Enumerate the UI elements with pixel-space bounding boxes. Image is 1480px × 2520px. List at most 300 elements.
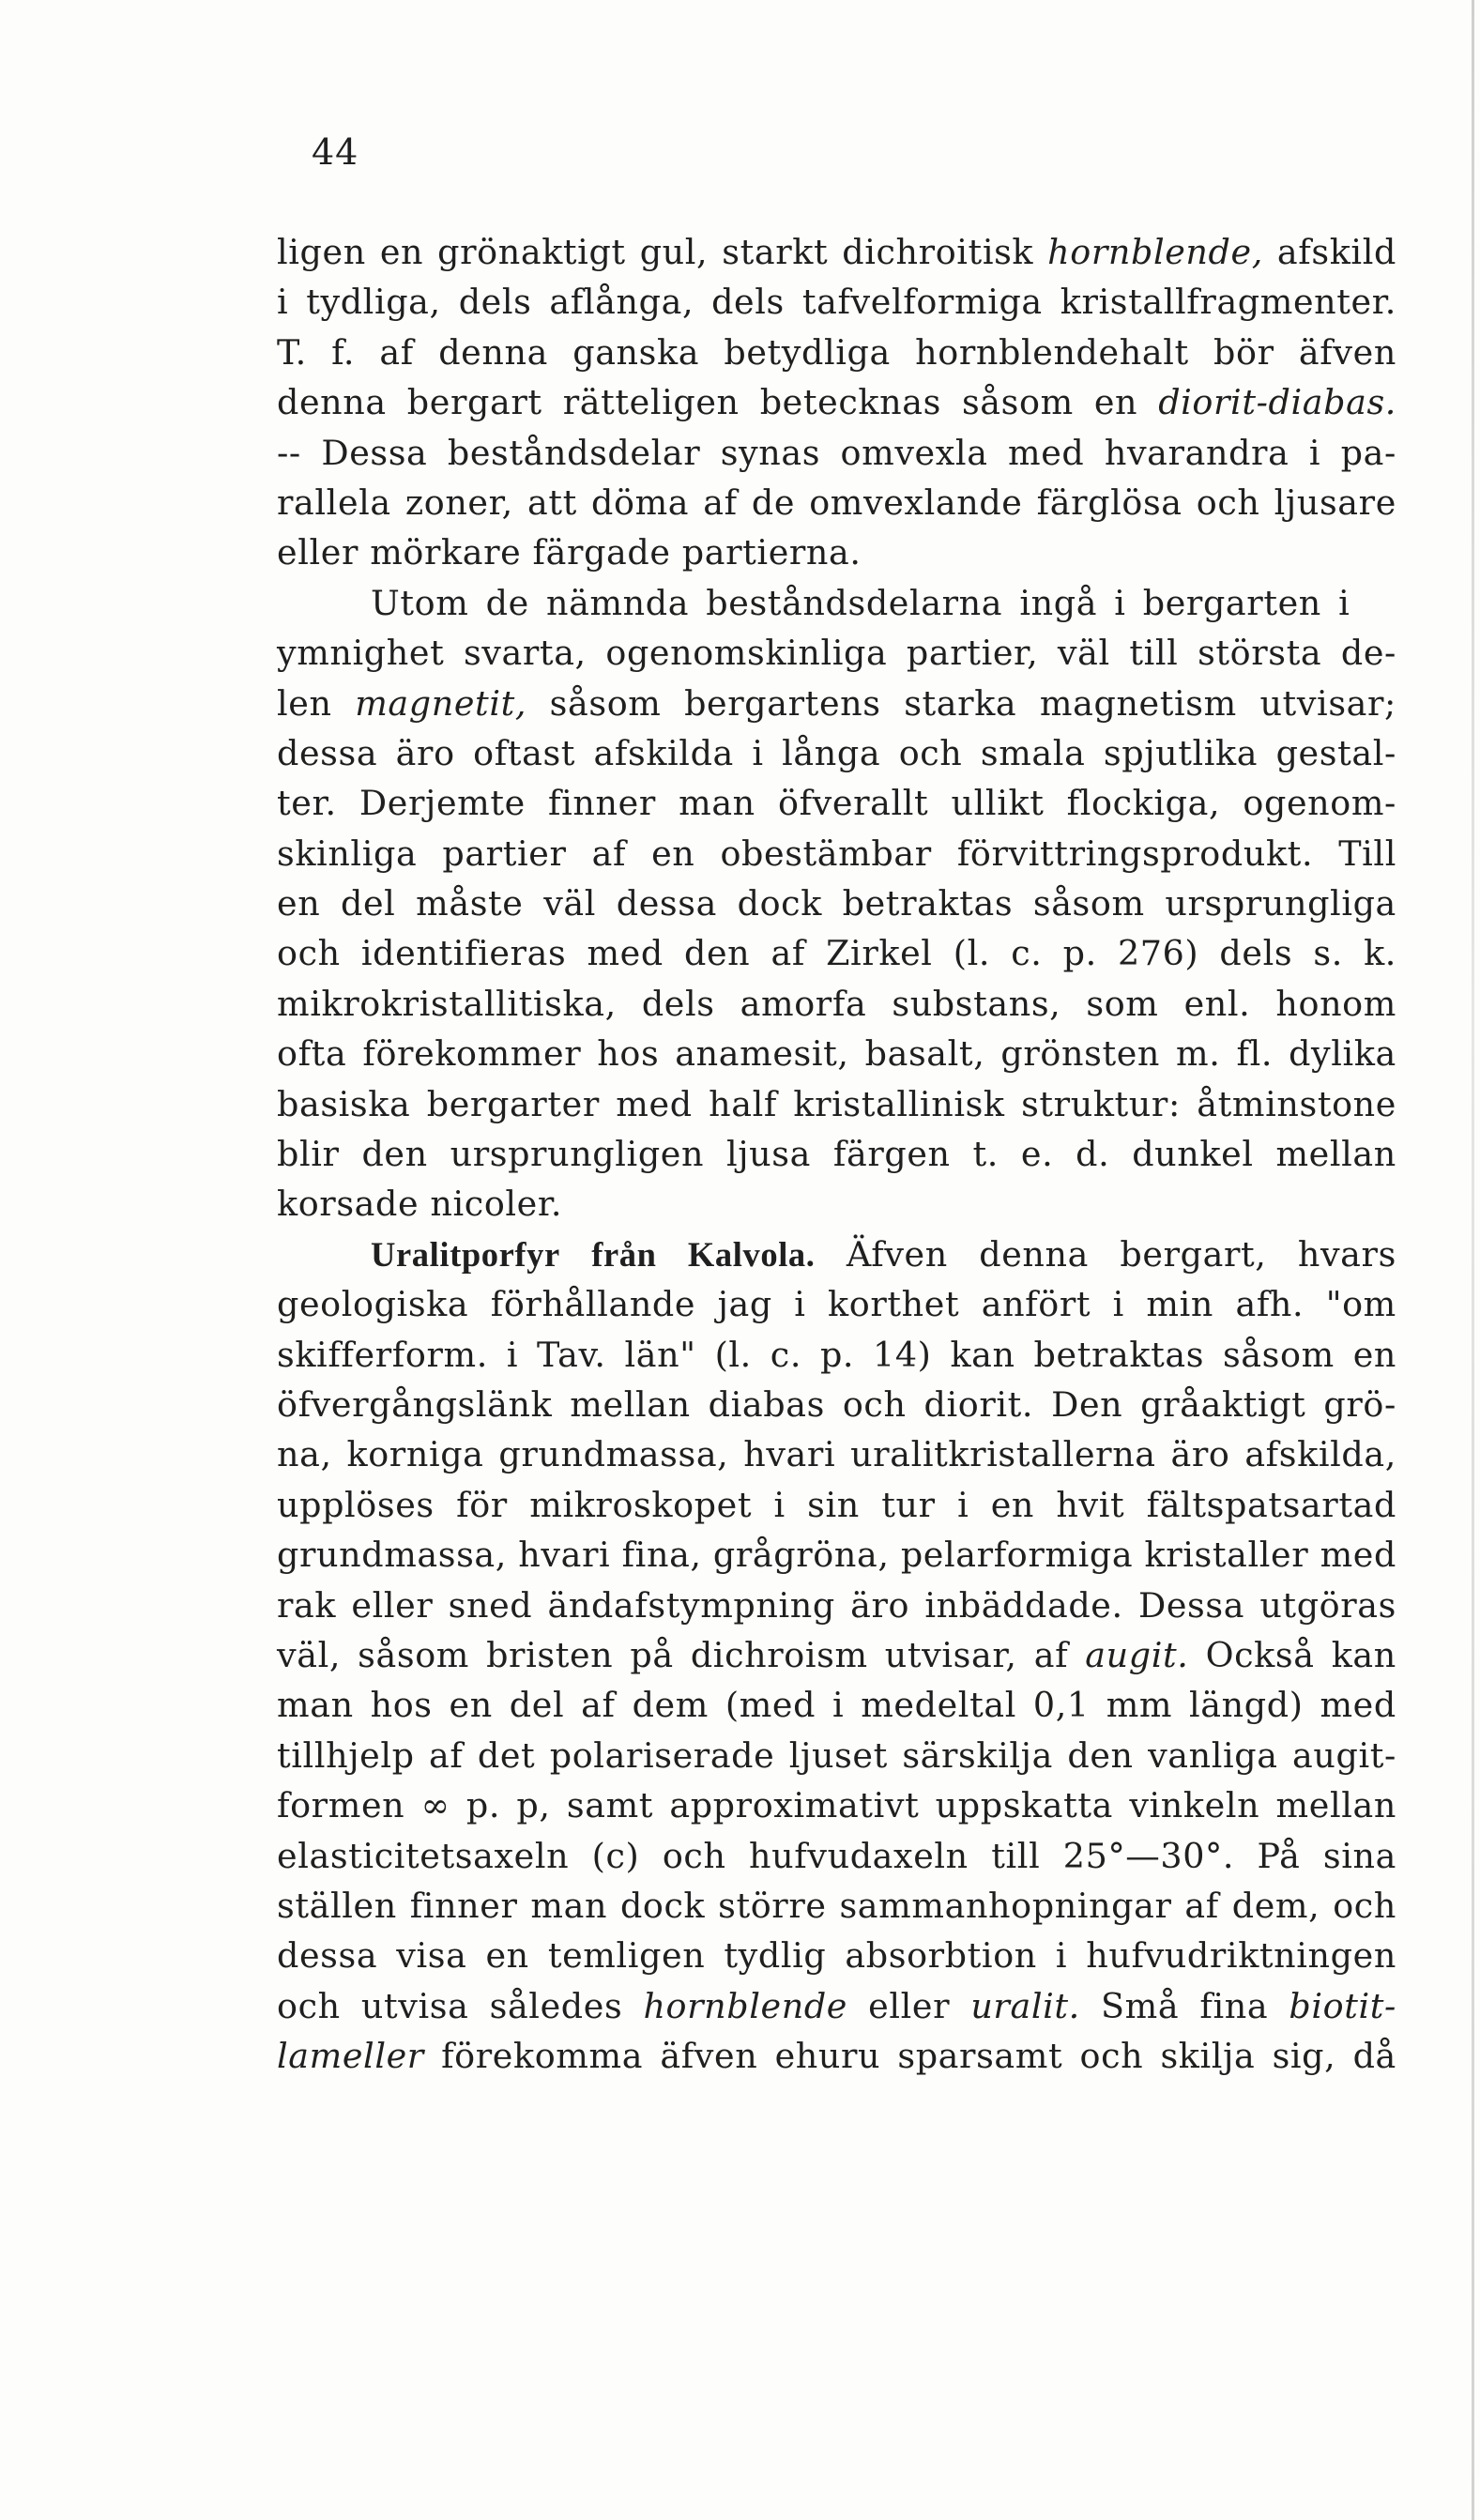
text-word: fl. [1236, 1033, 1274, 1075]
text-word: formen [277, 1785, 405, 1826]
text-word: bergart [406, 382, 542, 423]
text-word: kristallfragmenter. [1060, 282, 1396, 323]
text-run: eller mörkare färgade partierna. [277, 532, 862, 573]
text-word: de [751, 481, 796, 523]
text-word: en [277, 883, 321, 924]
text-word: såsom [1032, 883, 1145, 924]
text-line [277, 1931, 1396, 1980]
text-word: i [1112, 1284, 1124, 1325]
text-word: starka [904, 682, 1017, 724]
text-word: basalt, [864, 1033, 985, 1075]
text-word: dichroitisk [842, 232, 1034, 272]
text-word: man [679, 783, 755, 824]
text-word: i [1055, 1935, 1068, 1977]
text-word: anfört [981, 1284, 1091, 1325]
text-word: denna [979, 1233, 1090, 1275]
text-word: dels [711, 282, 785, 323]
text-word: till [1129, 633, 1179, 674]
text-word: af [591, 832, 627, 874]
text-line [277, 728, 1396, 778]
text-word: fina, [621, 1535, 702, 1576]
text-word: större [718, 1885, 827, 1926]
text-word: sig, [1272, 2036, 1336, 2077]
text-word: vanliga [1148, 1734, 1278, 1776]
text-word: förekommer [362, 1033, 582, 1075]
text-word: betraktas [842, 883, 1014, 924]
text-word: utgöras [1259, 1584, 1396, 1626]
text-word: som [1086, 983, 1159, 1024]
text-word: mm [1106, 1685, 1173, 1726]
text-word: 14) [873, 1334, 932, 1375]
text-word: att [527, 481, 577, 523]
text-word: uralit. [970, 1985, 1080, 2026]
text-word: utvisar; [1259, 682, 1396, 724]
text-word: korthet [828, 1284, 960, 1325]
text-word: geologiska [277, 1284, 469, 1325]
text-word: dunkel [1132, 1134, 1254, 1175]
text-line [277, 1229, 1396, 1279]
text-line [277, 1179, 1396, 1229]
text-word: identifieras [360, 933, 567, 974]
text-word: svarta, [463, 633, 587, 674]
text-word: beståndsdelar [447, 432, 701, 473]
text-line [277, 628, 1396, 678]
text-word: omvexla [840, 432, 988, 473]
text-word: och [277, 933, 341, 974]
text-word: för [456, 1484, 508, 1525]
text-line [277, 1079, 1396, 1129]
text-word: dylika [1289, 1033, 1396, 1075]
text-word: ljuset [788, 1734, 888, 1776]
text-word: afskilda [593, 732, 734, 773]
text-word: af [1033, 1634, 1069, 1675]
text-line [277, 578, 1396, 628]
text-word: i [277, 282, 289, 323]
text-word: uralitkristallerna [850, 1434, 1156, 1475]
text-line [277, 328, 1396, 377]
text-word: utvisar, [884, 1634, 1017, 1675]
text-word: partier [442, 832, 567, 874]
text-word: omvexlande [809, 481, 1023, 523]
text-word: temligen [547, 1935, 706, 1977]
text-word: lameller [277, 2036, 424, 2077]
text-word: hornblende [643, 1985, 847, 2026]
text-word: sparsamt [897, 2036, 1063, 2077]
text-word: enl. [1183, 983, 1251, 1024]
text-line [277, 829, 1396, 878]
text-word: afh. [1235, 1284, 1305, 1325]
text-word: m. [1176, 1033, 1221, 1075]
text-word: kan [1331, 1634, 1396, 1675]
text-word: åtminstone [1197, 1083, 1396, 1124]
text-word: den [684, 933, 751, 974]
text-word: ymnighet [277, 633, 445, 674]
text-word: Tav. [537, 1334, 606, 1375]
text-word: man [277, 1685, 354, 1726]
text-word: kan [950, 1334, 1015, 1375]
text-word: obestämbar [720, 832, 932, 874]
text-word: af [1184, 1885, 1219, 1926]
text-line [277, 1581, 1396, 1630]
text-word: polariserade [549, 1734, 775, 1776]
text-word: (l. [953, 933, 991, 974]
text-word: betraktas [1033, 1334, 1205, 1375]
text-word: dem, [1231, 1885, 1320, 1926]
text-word: 25°—30°. [1062, 1835, 1235, 1876]
text-word: mellan [1275, 1134, 1396, 1175]
text-word: hvars [1297, 1233, 1396, 1275]
text-word: synas [720, 432, 821, 473]
text-word: f. [331, 331, 356, 373]
text-word: fältspatsartad [1146, 1484, 1396, 1525]
text-word: med [1008, 432, 1085, 473]
text-word: hvarandra [1104, 432, 1289, 473]
text-word: och [1196, 481, 1260, 523]
text-word: upplöses [277, 1484, 435, 1525]
text-line [277, 1429, 1396, 1479]
text-word: mellan [1275, 1785, 1396, 1826]
text-word: grö- [1323, 1383, 1396, 1425]
text-word: hos [597, 1033, 660, 1075]
text-word: en [990, 1484, 1035, 1525]
text-line [277, 1029, 1396, 1078]
text-word: Kalvola. [687, 1234, 816, 1274]
text-line [277, 1780, 1396, 1830]
text-word: (c) [591, 1835, 640, 1876]
text-word: Också [1205, 1634, 1315, 1675]
text-line [277, 1680, 1396, 1730]
text-word: i [957, 1484, 969, 1525]
text-word: denna [277, 382, 387, 423]
text-word: p. [1062, 933, 1097, 974]
text-word: half [709, 1083, 777, 1124]
text-word: k. [1364, 933, 1396, 974]
text-word: grönsten [1000, 1033, 1161, 1075]
text-word: e. [1020, 1134, 1054, 1175]
text-word: och [1079, 2036, 1144, 2077]
text-word: På [1257, 1835, 1301, 1876]
text-word: augit- [1292, 1734, 1396, 1776]
text-word: en [1093, 382, 1138, 423]
text-word: äfven [660, 2036, 758, 2077]
text-word: skifferform. [277, 1334, 488, 1375]
text-line [277, 277, 1396, 327]
text-word: t. [972, 1134, 999, 1175]
text-word: ljusare [1274, 481, 1396, 523]
text-word: basiska [277, 1083, 411, 1124]
page-edge [1472, 0, 1474, 2520]
text-line [277, 979, 1396, 1029]
text-line [277, 1731, 1396, 1780]
text-word: sin [807, 1484, 860, 1525]
text-word: Derjemte [359, 783, 526, 824]
text-word: "om [1325, 1284, 1396, 1325]
text-word: augit. [1085, 1634, 1189, 1675]
text-line [277, 1330, 1396, 1380]
text-word: finner [548, 783, 656, 824]
text-line [277, 478, 1396, 527]
text-word: grundmassa, [498, 1434, 729, 1475]
text-word: d. [1076, 1134, 1110, 1175]
text-word: del [341, 883, 396, 924]
text-word: Små [1101, 1985, 1180, 2026]
text-word: således [489, 1985, 623, 2026]
text-word: gul, [639, 232, 709, 272]
text-word: förekomma [441, 2036, 644, 2077]
text-word: partier, [906, 633, 1039, 674]
text-word: mellan [570, 1383, 691, 1425]
text-word: Uralitporfyr [371, 1234, 560, 1274]
text-word: magnetism [1039, 682, 1237, 724]
text-word: dels [641, 983, 715, 1024]
text-word: hornblendehalt [915, 331, 1189, 373]
text-word: de- [1340, 633, 1396, 674]
text-word: eller [868, 1985, 951, 2026]
text-word: af [379, 331, 414, 373]
text-line [277, 1831, 1396, 1881]
text-word: län" [624, 1334, 696, 1375]
text-word: såsom [961, 382, 1074, 423]
text-word: tydlig [724, 1935, 827, 1977]
text-word: äro [850, 1584, 910, 1626]
text-word: Dessa [1137, 1584, 1245, 1626]
text-word: oftast [473, 732, 576, 773]
text-word: förvittringsprodukt. [956, 832, 1314, 874]
text-word: dessa [277, 1935, 378, 1977]
text-word: diabas [708, 1383, 825, 1425]
text-word: honom [1275, 983, 1396, 1024]
text-word: och [898, 732, 963, 773]
text-line [277, 1881, 1396, 1931]
text-line [277, 1129, 1396, 1179]
text-word: Dessa [321, 432, 428, 473]
text-word: af [428, 1734, 464, 1776]
text-word: dichroism [690, 1634, 868, 1675]
text-word: rätteligen [562, 382, 740, 423]
text-word: ursprungliga [1165, 883, 1396, 924]
text-word: del [509, 1685, 565, 1726]
text-line [277, 227, 1396, 277]
text-word: betecknas [759, 382, 941, 423]
text-line [277, 1630, 1396, 1680]
text-word: hufvudriktningen [1086, 1935, 1396, 1977]
text-line [277, 1480, 1396, 1530]
text-word: finner [409, 1885, 518, 1926]
text-word: tur [881, 1484, 936, 1525]
text-word: äfven [1298, 331, 1396, 373]
text-word: af [771, 933, 805, 974]
text-line [277, 878, 1396, 928]
text-word: kristallinisk [793, 1083, 1005, 1124]
text-word: na, [277, 1434, 332, 1475]
text-word: 276) [1117, 933, 1199, 974]
text-word: substans, [892, 983, 1061, 1024]
text-word: en [449, 1685, 493, 1726]
text-word: diorit. [923, 1383, 1034, 1425]
text-word: rallela [277, 481, 391, 523]
text-run: Utom de nämnda beståndsdelarna ingå i bergarten i [371, 582, 1350, 623]
text-line [277, 1530, 1396, 1580]
text-word: blir [277, 1134, 340, 1175]
text-word: len [277, 682, 332, 724]
text-word: en [485, 1935, 529, 1977]
text-word: spjutlika [1103, 732, 1259, 773]
text-word: struktur: [1021, 1083, 1181, 1124]
text-word: gråaktigt [1140, 1383, 1306, 1425]
text-word: största [1198, 633, 1322, 674]
text-word: Till [1338, 832, 1396, 874]
text-word: hvari [518, 1535, 611, 1576]
text-word: 0,1 [1032, 1685, 1090, 1726]
text-word: tillhjelp [277, 1734, 415, 1776]
text-word: dels [458, 282, 532, 323]
text-word: i [832, 1685, 845, 1726]
text-word: ganska [572, 331, 700, 373]
text-word: anamesit, [675, 1033, 849, 1075]
page-number: 44 [312, 131, 359, 173]
text-word: hvit [1056, 1484, 1125, 1525]
text-word: zoner, [404, 481, 513, 523]
text-word: bergarter [426, 1083, 600, 1124]
text-word: hornblende, [1047, 232, 1263, 272]
text-word: i [752, 732, 764, 773]
text-word: fina [1199, 1985, 1269, 2026]
text-word: eller [351, 1584, 434, 1626]
text-word: en [651, 832, 695, 874]
text-word: denna [438, 331, 548, 373]
text-word: då [1352, 2036, 1396, 2077]
text-word: skilja [1160, 2036, 1256, 2077]
text-word: det [477, 1734, 536, 1776]
text-word: (l. [714, 1334, 752, 1375]
text-word: bergartens [684, 682, 881, 724]
text-word: man [530, 1885, 608, 1926]
text-word: aflånga, [549, 282, 694, 323]
text-word: öfvergångslänk [277, 1383, 553, 1425]
text-word: utvisa [360, 1985, 469, 2026]
text-word: såsom [549, 682, 662, 724]
text-word: inbäddade. [924, 1584, 1123, 1626]
text-word: smala [980, 732, 1086, 773]
text-word: grågröna, [712, 1535, 890, 1576]
text-word: Äfven [846, 1233, 948, 1275]
text-word: min [1146, 1284, 1213, 1325]
text-word: tydliga, [306, 282, 441, 323]
text-word: flockiga, [1066, 783, 1221, 824]
text-word: p. [819, 1334, 855, 1375]
text-word: väl [1057, 633, 1110, 674]
text-word: den [361, 1134, 428, 1175]
text-word: ogenom- [1243, 783, 1396, 824]
text-word: döma [591, 481, 690, 523]
text-word: med [1320, 1685, 1396, 1726]
text-word: s. [1313, 933, 1343, 974]
text-word: korniga [346, 1434, 484, 1475]
text-word: afskild [1276, 232, 1396, 272]
text-word: Den [1051, 1383, 1123, 1425]
text-line [277, 778, 1396, 828]
text-word: grundmassa, [277, 1535, 507, 1576]
text-word: c. [770, 1334, 802, 1375]
text-word: hvari [743, 1434, 836, 1475]
text-word: biotit- [1289, 1985, 1396, 2026]
text-word: hos [370, 1685, 433, 1726]
text-word: i [773, 1484, 786, 1525]
text-word: med [1320, 1535, 1396, 1576]
text-word: medeltal [861, 1685, 1016, 1726]
text-word: af [703, 481, 738, 523]
text-word: samt [566, 1785, 654, 1826]
text-word: långa [782, 732, 881, 773]
text-word: ∞ [420, 1785, 450, 1826]
text-word: ehuru [774, 2036, 881, 2077]
text-word: den [1067, 1734, 1134, 1776]
text-word: med [616, 1083, 693, 1124]
text-word: ljusa [725, 1134, 811, 1175]
text-word: approximativt [669, 1785, 920, 1826]
text-word: väl [543, 883, 597, 924]
text-word: bristen [486, 1634, 614, 1675]
text-line [277, 679, 1396, 728]
text-word: diorit-diabas. [1158, 382, 1396, 423]
text-word: färgen [832, 1134, 951, 1175]
text-line [277, 1380, 1396, 1429]
text-word: en [1352, 1334, 1396, 1375]
text-word: med [587, 933, 664, 974]
text-word: bergart, [1120, 1233, 1267, 1275]
text-word: ursprungligen [450, 1134, 705, 1175]
text-word: skinliga [277, 832, 418, 874]
text-word: från [591, 1234, 657, 1274]
text-line [277, 2031, 1396, 2081]
text-word: förhållande [490, 1284, 696, 1325]
text-word: elasticitetsaxeln [277, 1835, 570, 1876]
text-word: i [506, 1334, 519, 1375]
text-word: och [277, 1985, 341, 2026]
text-word: och [842, 1383, 907, 1425]
text-word: af [581, 1685, 616, 1726]
text-word: betydliga [724, 331, 891, 373]
text-word: afskilda, [1244, 1434, 1396, 1475]
text-line [277, 1279, 1396, 1329]
text-word: pelarformiga [900, 1535, 1134, 1576]
text-word: äro [1170, 1434, 1230, 1475]
text-word: en [379, 232, 424, 272]
text-word: måste [416, 883, 524, 924]
text-word: särskilja [902, 1734, 1053, 1776]
text-word: pa- [1340, 432, 1396, 473]
text-word: amorfa [740, 983, 867, 1024]
text-word: dessa [277, 732, 378, 773]
text-word: äro [395, 732, 455, 773]
text-word: ställen [277, 1885, 397, 1926]
text-word: dock [737, 883, 822, 924]
text-word: färglösa [1036, 481, 1182, 523]
text-word: vinkeln [1129, 1785, 1260, 1826]
text-word: gestal- [1275, 732, 1396, 773]
text-word: sned [448, 1584, 533, 1626]
text-word: bör [1213, 331, 1274, 373]
text-word: absorbtion [845, 1935, 1037, 1977]
text-word: c. [1011, 933, 1043, 974]
text-word: ligen [277, 232, 366, 272]
text-word: (med [725, 1685, 816, 1726]
text-word: väl, [277, 1634, 342, 1675]
text-line [277, 428, 1396, 478]
text-run: korsade nicoler. [277, 1184, 563, 1225]
text-word: rak [277, 1584, 337, 1626]
text-word: p, [516, 1785, 551, 1826]
